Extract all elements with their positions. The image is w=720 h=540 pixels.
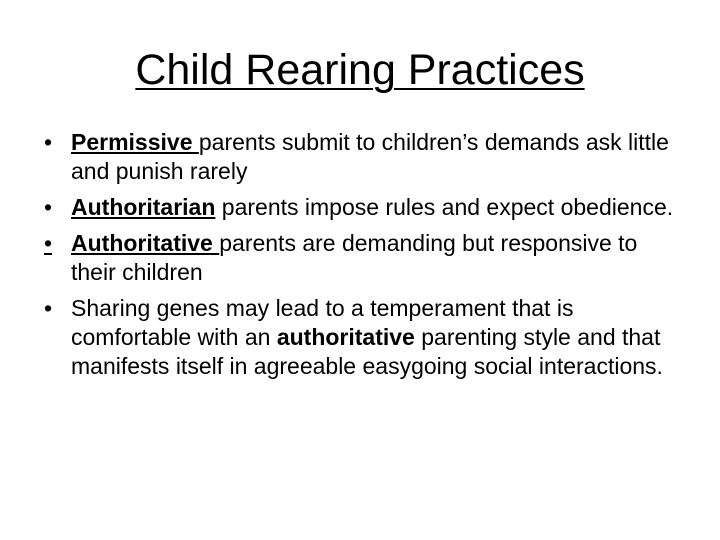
bullet-icon: • xyxy=(44,295,53,321)
slide-title: Child Rearing Practices xyxy=(135,46,585,94)
bullet-authoritative xyxy=(44,229,680,287)
bullet-list xyxy=(44,128,680,388)
bullet-text-post: parenting style and that manifests itself in agreeable easygoing social interactions. xyxy=(71,324,663,379)
term-permissive: Permissive xyxy=(71,129,199,155)
bullet-icon: • xyxy=(44,129,53,155)
term-authoritative: Authoritative xyxy=(71,230,220,256)
bullet-permissive xyxy=(44,128,680,186)
bullet-authoritarian xyxy=(44,193,680,222)
bullet-sharing-genes xyxy=(44,294,680,381)
bullet-icon: • xyxy=(44,230,53,256)
bullet-text-pre: Sharing genes may lead to a temperament that is comfortable with an xyxy=(71,295,574,350)
term-authoritative-inline: authoritative xyxy=(276,324,415,350)
bullet-text: parents submit to children’s demands ask little and punish rarely xyxy=(71,129,669,184)
bullet-text: parents are demanding but responsive to their children xyxy=(71,230,638,285)
bullet-text: parents impose rules and expect obedience. xyxy=(215,194,674,220)
bullet-icon: • xyxy=(44,194,53,220)
term-authoritarian: Authoritarian xyxy=(71,194,216,220)
